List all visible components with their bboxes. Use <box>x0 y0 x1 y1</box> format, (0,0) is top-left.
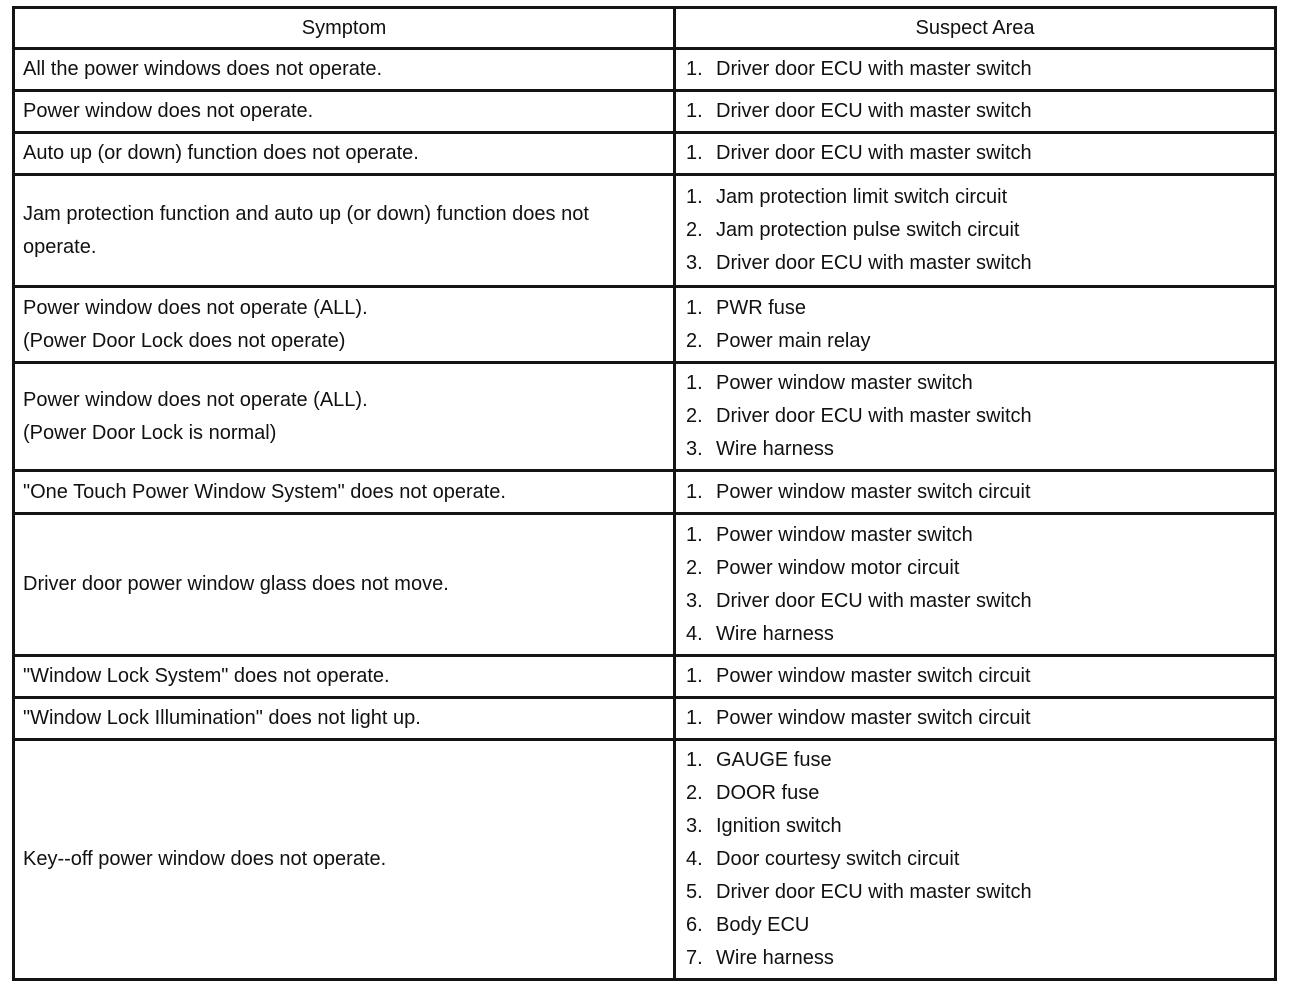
suspect-item-number: 3. <box>686 589 703 612</box>
symptom-cell <box>14 287 675 363</box>
suspect-list <box>686 95 1266 128</box>
suspect-item-text: Power window master switch circuit <box>716 665 1031 687</box>
symptom-text: Power window does not operate (ALL). <box>23 388 368 411</box>
suspect-item <box>686 181 1266 214</box>
suspect-item <box>686 325 1266 358</box>
symptom-text: Jam protection function and auto up (or down) function does not <box>23 202 589 225</box>
suspect-item-number: 2. <box>686 782 703 804</box>
suspect-item-number: 6. <box>686 914 703 936</box>
suspect-item-number: 3. <box>686 252 703 274</box>
table-row <box>14 740 1276 980</box>
suspect-item-text: Wire harness <box>716 622 834 645</box>
symptom-cell <box>14 740 675 980</box>
symptom-cell <box>14 514 675 656</box>
suspect-item-text: Power window master switch circuit <box>716 480 1031 503</box>
suspect-list <box>686 367 1266 466</box>
suspect-area-cell <box>675 363 1276 471</box>
table-row <box>14 91 1276 133</box>
suspect-item-number: 3. <box>686 815 703 837</box>
suspect-item-number: 2. <box>686 219 703 241</box>
suspect-list <box>686 292 1266 358</box>
symptom-table <box>12 6 1277 981</box>
suspect-area-cell <box>675 471 1276 514</box>
table-row <box>14 656 1276 698</box>
suspect-item <box>686 702 1266 735</box>
suspect-item <box>686 810 1266 843</box>
table-row <box>14 471 1276 514</box>
suspect-item-text: Door courtesy switch circuit <box>716 848 960 870</box>
suspect-item <box>686 660 1266 693</box>
suspect-item <box>686 367 1266 400</box>
suspect-item-text: Power window master switch <box>716 523 973 546</box>
suspect-item <box>686 433 1266 466</box>
suspect-list <box>686 744 1266 975</box>
suspect-item <box>686 585 1266 618</box>
suspect-item <box>686 519 1266 552</box>
suspect-area-cell <box>675 49 1276 91</box>
symptom-text: (Power Door Lock does not operate) <box>23 329 346 352</box>
symptom-cell <box>14 133 675 175</box>
suspect-item-number: 2. <box>686 329 703 352</box>
symptom-text: Key--off power window does not operate. <box>23 848 387 870</box>
suspect-list <box>686 137 1266 170</box>
column-header-symptom: Symptom <box>14 8 675 49</box>
suspect-item-number: 5. <box>686 881 703 903</box>
suspect-item-number: 1. <box>686 749 703 771</box>
suspect-area-cell <box>675 91 1276 133</box>
suspect-item <box>686 777 1266 810</box>
suspect-item-text: DOOR fuse <box>716 782 820 804</box>
suspect-item <box>686 618 1266 651</box>
table-header-row <box>14 8 1276 49</box>
symptom-cell <box>14 363 675 471</box>
suspect-item <box>686 247 1266 280</box>
suspect-item <box>686 843 1266 876</box>
suspect-item <box>686 942 1266 975</box>
suspect-item-text: Power window master switch circuit <box>716 707 1031 729</box>
symptom-cell <box>14 656 675 698</box>
suspect-item-number: 1. <box>686 100 703 122</box>
suspect-item-text: Driver door ECU with master switch <box>716 405 1032 427</box>
suspect-item <box>686 476 1266 509</box>
suspect-area-cell <box>675 287 1276 363</box>
table-row <box>14 287 1276 363</box>
suspect-item-text: Wire harness <box>716 438 834 460</box>
table-row <box>14 514 1276 656</box>
suspect-list <box>686 660 1266 693</box>
symptom-cell <box>14 175 675 287</box>
suspect-item <box>686 53 1266 86</box>
suspect-item-number: 4. <box>686 622 703 645</box>
suspect-item-number: 1. <box>686 480 703 503</box>
suspect-list <box>686 702 1266 735</box>
suspect-item <box>686 214 1266 247</box>
suspect-item-number: 7. <box>686 947 703 969</box>
table-row <box>14 175 1276 287</box>
suspect-item-text: Wire harness <box>716 947 834 969</box>
suspect-item-text: Driver door ECU with master switch <box>716 142 1032 164</box>
suspect-item <box>686 909 1266 942</box>
suspect-area-cell <box>675 656 1276 698</box>
suspect-item-number: 3. <box>686 438 703 460</box>
symptom-cell <box>14 49 675 91</box>
suspect-list <box>686 181 1266 280</box>
table-row <box>14 49 1276 91</box>
table-row <box>14 363 1276 471</box>
suspect-item-number: 2. <box>686 405 703 427</box>
suspect-item <box>686 400 1266 433</box>
symptom-text: (Power Door Lock is normal) <box>23 421 277 444</box>
suspect-item-text: Driver door ECU with master switch <box>716 881 1032 903</box>
suspect-item-text: Power main relay <box>716 329 871 352</box>
symptom-text: Power window does not operate (ALL). <box>23 296 368 319</box>
suspect-area-cell <box>675 698 1276 740</box>
suspect-area-cell <box>675 175 1276 287</box>
suspect-area-cell <box>675 514 1276 656</box>
symptom-text: Driver door power window glass does not move. <box>23 573 449 595</box>
suspect-item-text: Driver door ECU with master switch <box>716 252 1032 274</box>
suspect-item <box>686 137 1266 170</box>
symptom-text: All the power windows does not operate. <box>23 58 383 80</box>
suspect-item <box>686 876 1266 909</box>
suspect-item-number: 1. <box>686 296 703 319</box>
suspect-area-cell <box>675 133 1276 175</box>
suspect-item-text: Driver door ECU with master switch <box>716 100 1032 122</box>
suspect-item-text: Jam protection pulse switch circuit <box>716 219 1020 241</box>
suspect-item-text: Body ECU <box>716 914 810 936</box>
suspect-item-number: 1. <box>686 372 703 394</box>
symptom-text: Auto up (or down) function does not operate. <box>23 142 419 164</box>
table-body <box>14 49 1276 980</box>
suspect-item-number: 4. <box>686 848 703 870</box>
suspect-item-text: GAUGE fuse <box>716 749 832 771</box>
table-row <box>14 698 1276 740</box>
suspect-item-text: Jam protection limit switch circuit <box>716 186 1008 208</box>
suspect-item-number: 1. <box>686 523 703 546</box>
suspect-item-number: 1. <box>686 58 703 80</box>
symptom-cell <box>14 91 675 133</box>
suspect-item-text: Driver door ECU with master switch <box>716 589 1032 612</box>
column-header-suspect-area: Suspect Area <box>675 8 1276 49</box>
suspect-item-text: Power window master switch <box>716 372 973 394</box>
symptom-text: "Window Lock Illumination" does not light up. <box>23 707 421 729</box>
suspect-item-text: Power window motor circuit <box>716 556 960 579</box>
symptom-text: "One Touch Power Window System" does not operate. <box>23 480 506 503</box>
suspect-item <box>686 95 1266 128</box>
suspect-item-text: PWR fuse <box>716 296 807 319</box>
suspect-item-number: 1. <box>686 665 703 687</box>
suspect-item <box>686 292 1266 325</box>
symptom-text: operate. <box>23 235 97 258</box>
symptom-text: "Window Lock System" does not operate. <box>23 665 390 687</box>
suspect-item-number: 2. <box>686 556 703 579</box>
suspect-item-number: 1. <box>686 142 703 164</box>
suspect-list <box>686 519 1266 651</box>
suspect-list <box>686 476 1266 509</box>
table-row <box>14 133 1276 175</box>
suspect-item-number: 1. <box>686 186 703 208</box>
suspect-item <box>686 744 1266 777</box>
document <box>12 6 1274 981</box>
symptom-cell <box>14 698 675 740</box>
suspect-area-cell <box>675 740 1276 980</box>
symptom-text: Power window does not operate. <box>23 100 314 122</box>
suspect-item-number: 1. <box>686 707 703 729</box>
suspect-item-text: Driver door ECU with master switch <box>716 58 1032 80</box>
suspect-item <box>686 552 1266 585</box>
symptom-cell <box>14 471 675 514</box>
suspect-list <box>686 53 1266 86</box>
suspect-item-text: Ignition switch <box>716 815 842 837</box>
